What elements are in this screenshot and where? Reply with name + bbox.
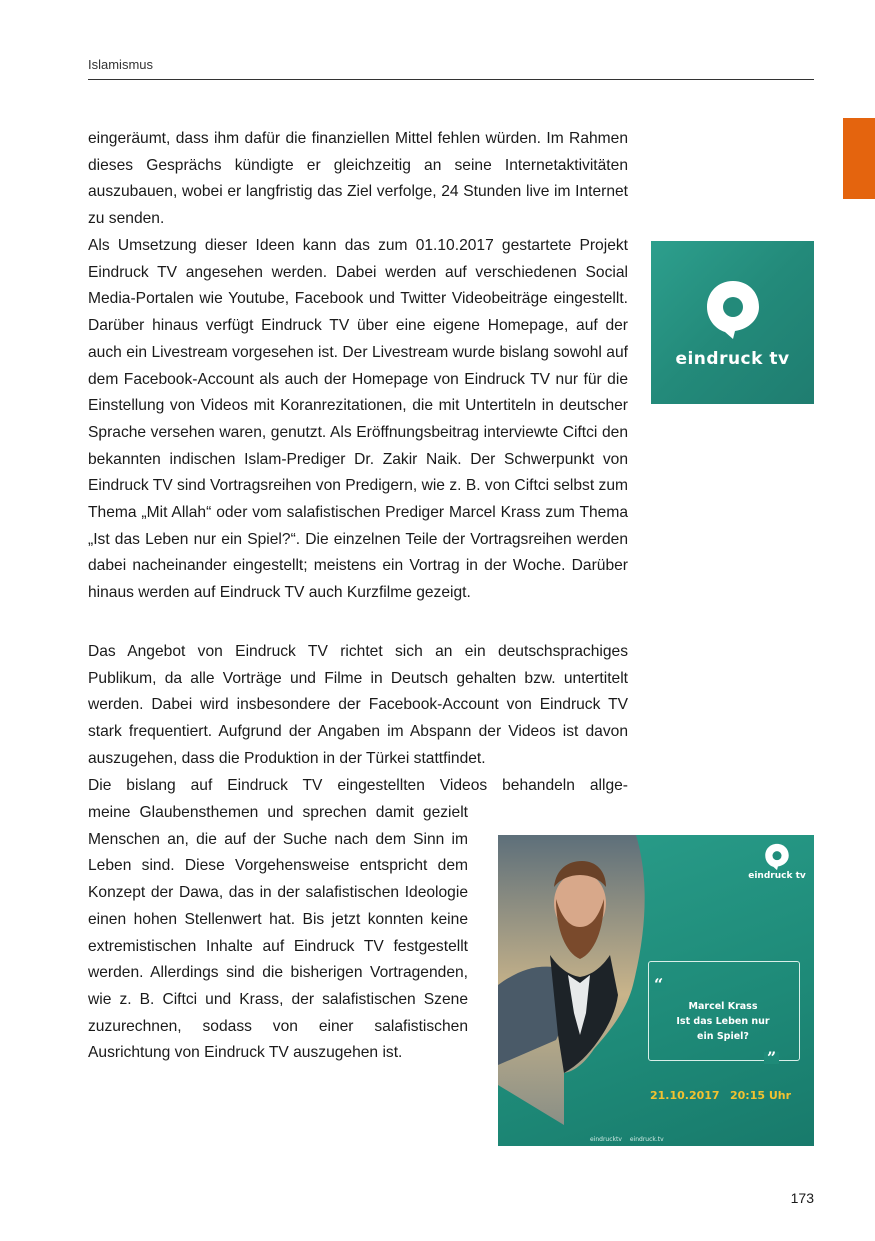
promo-topic-line-2: ein Spiel?	[697, 1031, 749, 1042]
eindruck-tv-logo-image	[651, 241, 814, 404]
marcel-krass-promo-image	[498, 835, 814, 1146]
promo-time: 20:15 Uhr	[730, 1089, 792, 1102]
promo-date: 21.10.2017	[650, 1089, 720, 1102]
quote-open-mark: “	[651, 979, 666, 991]
promo-quote	[648, 999, 798, 1044]
promo-footer-handle: eindrucktv	[590, 1136, 622, 1143]
quote-close-mark: ”	[764, 1052, 779, 1064]
running-head: Islamismus	[88, 57, 154, 72]
promo-footer-site: eindruck.tv	[629, 1136, 664, 1143]
promo-topic-line-1: Ist das Leben nur	[676, 1016, 770, 1027]
paragraph-3: Das Angebot von Eindruck TV richtet sich an ein deutschsprachiges Publikum, da alle Vorträge und Filme in Deutsch gehalten bzw. untertitelt werden. Dabei wird insbesondere der Facebook-Account von Eindruck TV stark frequentiert. Aufgrund der Angaben im Abspann der Videos ist davon auszugehen, dass die Produktion in der Türkei stattfindet.	[88, 643, 628, 767]
promo-logo-wordmark: eindruck tv	[748, 871, 806, 881]
promo-footer	[590, 1136, 670, 1143]
eindruck-pin-logo-icon	[705, 279, 761, 341]
eindruck-pin-logo-icon	[764, 843, 790, 871]
paragraph-4: meine Glaubensthemen und sprechen damit gezielt Menschen an, die auf der Suche nach dem Sinn im Leben sind. Diese Vorgehensweise entspricht dem Konzept der Dawa, das in der salafistischen Ideologie einen hohen Stellenwert hat. Bis jetzt konnten keine extremistischen Inhalte auf Eindruck TV festgestellt werden. Allerdings sind die bisherigen Vortragenden, wie z. B. Ciftci und Krass, der salafistischen Szene zuzurechnen, sodass von einer salafistischen Ausrichtung von Eindruck TV auszugehen ist.	[88, 804, 468, 1062]
paragraph-1: eingeräumt, dass ihm dafür die finanziellen Mittel fehlen würden. Im Rahmen dieses Gesprächs kündigte er gleichzeitig an seine Internetaktivitäten auszubauen, wobei er langfristig das Ziel verfolge, 24 Stunden live im Internet zu senden.	[88, 130, 628, 228]
promo-speaker-name: Marcel Krass	[688, 1001, 758, 1012]
logo-wordmark: eindruck tv	[675, 349, 790, 369]
page-number: 173	[790, 1190, 814, 1206]
paragraph-4-first-line: Die bislang auf Eindruck TV eingestellten Videos behandeln allge-	[88, 777, 628, 794]
chapter-tab-marker	[843, 118, 875, 199]
header-rule	[88, 79, 814, 80]
paragraph-2: Als Umsetzung dieser Ideen kann das zum 01.10.2017 gestartete Projekt Eindruck TV angesehen werden. Dabei werden auf verschiedenen Social Media-Portalen wie Youtube, Facebook und Twitter Videobeiträge eingestellt. Darüber hinaus verfügt Eindruck TV über eine eigene Homepage, auf der auch ein Livestream vorgesehen ist. Der Livestream wurde bislang sowohl auf dem Facebook-Account als auch der Homepage von Eindruck TV nur für die Einstellung von Videos mit Koranrezitationen, die mit Untertiteln in deutscher Sprache versehen waren, genutzt. Als Eröffnungsbeitrag interviewte Ciftci den bekannten indischen Islam-Prediger Dr. Zakir Naik. Der Schwerpunkt von Eindruck TV sind Vortragsreihen von Predigern, wie z. B. von Ciftci selbst zum Thema „Mit Allah“ oder vom salafistischen Prediger Marcel Krass zum Thema „Ist das Leben nur ein Spiel?“. Die einzelnen Teile der Vortragsreihen werden dabei nacheinander eingestellt; meistens ein Vortrag in der Woche. Darüber hinaus werden auf Eindruck TV auch Kurzfilme gezeigt.	[88, 237, 628, 602]
